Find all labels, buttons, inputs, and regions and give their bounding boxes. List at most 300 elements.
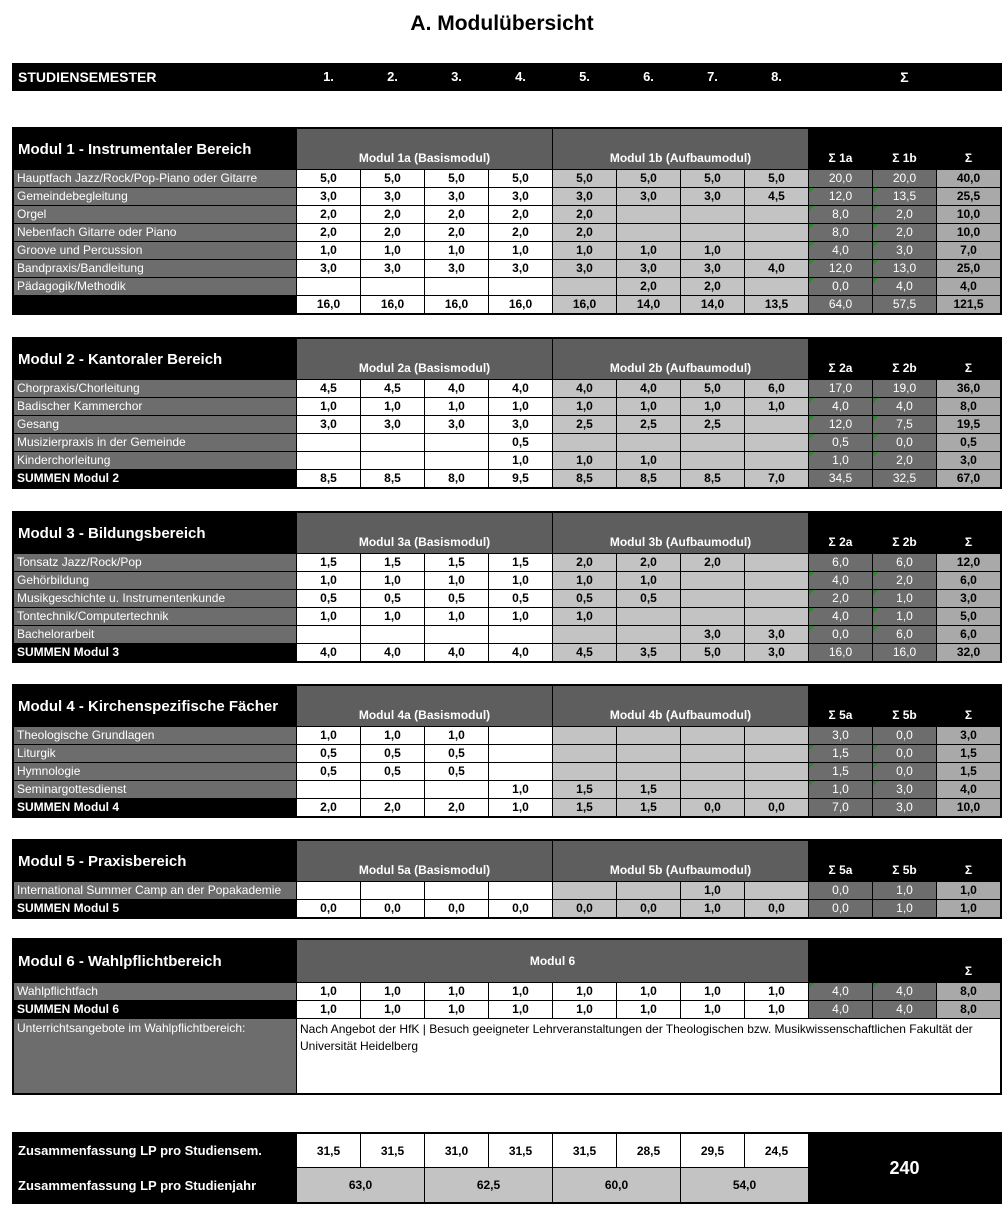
credit-cell: 2,0 [617, 554, 680, 571]
module-sum-cell: 8,5 [297, 470, 360, 487]
module-sum-cell: 7,0 [745, 470, 808, 487]
row-sum: 3,0 [873, 242, 936, 259]
row-label: Gehörbildung [14, 572, 296, 589]
row-label: Bachelorarbeit [14, 626, 296, 643]
credit-cell [745, 727, 808, 744]
row-label: Tontechnik/Computertechnik [14, 608, 296, 625]
credit-cell: 2,0 [297, 206, 360, 223]
semester-number: 2. [361, 65, 424, 89]
credit-cell [745, 763, 808, 780]
row-sum: 2,0 [873, 572, 936, 589]
row-sum: 40,0 [937, 170, 1000, 187]
row-sum: 20,0 [873, 170, 936, 187]
credit-cell [297, 781, 360, 798]
module-sum-total: 32,5 [873, 470, 936, 487]
credit-cell: 1,0 [617, 242, 680, 259]
row-sum: 1,5 [809, 763, 872, 780]
credit-cell [681, 608, 744, 625]
module-sum-cell: 1,0 [681, 900, 744, 917]
row-label: Tonsatz Jazz/Rock/Pop [14, 554, 296, 571]
module-sum-cell: 4,0 [297, 644, 360, 661]
credit-cell: 2,5 [553, 416, 616, 433]
row-label: Orgel [14, 206, 296, 223]
credit-cell: 1,0 [681, 242, 744, 259]
module-sum-cell: 1,0 [617, 1001, 680, 1018]
credit-cell: 1,0 [297, 983, 360, 1000]
module-band-basis: Modul 4a (Basismodul) [297, 686, 552, 726]
row-sum: 3,0 [937, 727, 1000, 744]
credit-cell: 4,0 [617, 380, 680, 397]
credit-cell: 3,0 [489, 260, 552, 277]
semester-number: 1. [297, 65, 360, 89]
credit-cell: 1,0 [617, 572, 680, 589]
credit-cell: 2,0 [681, 278, 744, 295]
module-5-table [12, 839, 1002, 919]
module-sum-cell: 4,0 [425, 644, 488, 661]
module-sum-cell: 9,5 [489, 470, 552, 487]
row-label: Theologische Grundlagen [14, 727, 296, 744]
row-sum: 4,0 [809, 398, 872, 415]
semester-summary-value: 31,5 [553, 1134, 616, 1167]
row-label: Hymnologie [14, 763, 296, 780]
row-sum: 10,0 [937, 224, 1000, 241]
semester-summary-value: 24,5 [745, 1134, 808, 1167]
row-label: Liturgik [14, 745, 296, 762]
row-sum: 1,5 [937, 763, 1000, 780]
credit-cell [553, 626, 616, 643]
row-sum: 8,0 [809, 206, 872, 223]
row-sum: 1,5 [809, 745, 872, 762]
module-sum-total: 0,0 [809, 900, 872, 917]
credit-cell: 0,5 [425, 763, 488, 780]
row-label: Pädagogik/Methodik [14, 278, 296, 295]
row-label: Bandpraxis/Bandleitung [14, 260, 296, 277]
credit-cell: 1,0 [489, 608, 552, 625]
credit-cell: 1,0 [297, 608, 360, 625]
sum-header: Σ 2a [809, 513, 872, 553]
row-label: Nebenfach Gitarre oder Piano [14, 224, 296, 241]
row-sum: 0,0 [809, 882, 872, 899]
credit-cell [553, 745, 616, 762]
credit-cell [361, 626, 424, 643]
credit-cell: 1,5 [425, 554, 488, 571]
credit-cell [617, 434, 680, 451]
credit-cell: 5,0 [425, 170, 488, 187]
credit-cell [745, 278, 808, 295]
module-sum-total: 4,0 [873, 1001, 936, 1018]
credit-cell: 2,0 [553, 224, 616, 241]
credit-cell: 1,0 [553, 398, 616, 415]
credit-cell: 1,0 [489, 242, 552, 259]
module-sum-cell: 8,5 [617, 470, 680, 487]
row-label: Gemeindebegleitung [14, 188, 296, 205]
credit-cell: 0,5 [425, 745, 488, 762]
credit-cell: 3,0 [361, 416, 424, 433]
module-title: Modul 1 - Instrumentaler Bereich [14, 129, 296, 169]
module-sum-cell: 2,0 [425, 799, 488, 816]
module-sum-total: 32,0 [937, 644, 1000, 661]
row-sum: 17,0 [809, 380, 872, 397]
module-band-basis: Modul 3a (Basismodul) [297, 513, 552, 553]
row-sum: 1,0 [873, 608, 936, 625]
credit-cell: 5,0 [681, 380, 744, 397]
credit-cell: 4,0 [553, 380, 616, 397]
module-sum-cell: 16,0 [553, 296, 616, 313]
credit-cell [617, 206, 680, 223]
row-sum: 12,0 [809, 260, 872, 277]
credit-cell: 2,0 [489, 224, 552, 241]
module-sum-cell: 8,0 [425, 470, 488, 487]
module-2-table [12, 337, 1002, 489]
credit-cell: 3,0 [361, 260, 424, 277]
module-sum-total: 8,0 [937, 1001, 1000, 1018]
credit-cell [489, 278, 552, 295]
credit-cell: 0,5 [297, 590, 360, 607]
module-band-basis: Modul 2a (Basismodul) [297, 339, 552, 379]
credit-cell: 1,0 [553, 572, 616, 589]
credit-cell: 2,0 [425, 224, 488, 241]
credit-cell [361, 882, 424, 899]
semester-number: 4. [489, 65, 552, 89]
credit-cell: 0,5 [617, 590, 680, 607]
module-sum-total: 16,0 [873, 644, 936, 661]
credit-cell [361, 781, 424, 798]
credit-cell: 1,0 [425, 983, 488, 1000]
module-1-table [12, 127, 1002, 315]
row-label: Musizierpraxis in der Gemeinde [14, 434, 296, 451]
credit-cell: 1,0 [297, 572, 360, 589]
semester-summary-value: 31,0 [425, 1134, 488, 1167]
credit-cell [745, 781, 808, 798]
sum-header: Σ 5b [873, 841, 936, 881]
module-sum-cell: 16,0 [297, 296, 360, 313]
module-band-aufbau: Modul 1b (Aufbaumodul) [553, 129, 808, 169]
credit-cell: 0,5 [489, 590, 552, 607]
credit-cell: 1,5 [361, 554, 424, 571]
sum-header [809, 940, 872, 982]
credit-cell: 1,0 [681, 882, 744, 899]
row-sum: 13,0 [873, 260, 936, 277]
module-sum-cell: 8,5 [681, 470, 744, 487]
credit-cell: 1,0 [425, 572, 488, 589]
sum-header: Σ 1b [873, 129, 936, 169]
module-sum-cell: 2,0 [361, 799, 424, 816]
row-sum: 4,0 [937, 278, 1000, 295]
credit-cell: 1,5 [617, 781, 680, 798]
module-sum-cell: 14,0 [617, 296, 680, 313]
credit-cell: 1,0 [297, 727, 360, 744]
credit-cell: 3,0 [425, 416, 488, 433]
module-sum-total: 34,5 [809, 470, 872, 487]
credit-cell: 1,0 [617, 983, 680, 1000]
elective-note-text: Nach Angebot der HfK | Besuch geeigneter Lehrveranstaltungen der Theologischen bzw. Musikwissenschaftlichen Fakultät der Universität Heidelberg [297, 1019, 1000, 1093]
credit-cell: 1,0 [489, 781, 552, 798]
credit-cell: 0,5 [425, 590, 488, 607]
row-sum: 8,0 [937, 983, 1000, 1000]
row-sum: 4,0 [873, 398, 936, 415]
credit-cell [681, 452, 744, 469]
row-sum: 12,0 [937, 554, 1000, 571]
module-sum-label: SUMMEN Modul 3 [14, 644, 296, 661]
row-sum: 4,0 [873, 983, 936, 1000]
module-sum-cell: 2,0 [297, 799, 360, 816]
credit-cell: 1,0 [297, 398, 360, 415]
module-sum-cell: 0,0 [745, 900, 808, 917]
credit-cell [425, 626, 488, 643]
sum-header: Σ [937, 513, 1000, 553]
row-sum: 4,0 [809, 983, 872, 1000]
sum-header: Σ [937, 940, 1000, 982]
credit-cell [553, 278, 616, 295]
credit-cell [745, 224, 808, 241]
module-sum-cell: 8,5 [361, 470, 424, 487]
row-sum: 3,0 [873, 781, 936, 798]
credit-cell: 3,0 [617, 188, 680, 205]
sum-header: Σ 2a [809, 339, 872, 379]
semester-sigma: Σ [809, 65, 1000, 89]
module-band-aufbau: Modul 3b (Aufbaumodul) [553, 513, 808, 553]
module-sum-cell: 0,0 [617, 900, 680, 917]
credit-cell: 5,0 [489, 170, 552, 187]
row-sum: 0,0 [873, 434, 936, 451]
credit-cell: 1,0 [489, 452, 552, 469]
module-sum-cell: 16,0 [425, 296, 488, 313]
credit-cell: 1,0 [361, 983, 424, 1000]
credit-cell [425, 781, 488, 798]
module-sum-label [14, 296, 296, 313]
semester-number: 7. [681, 65, 744, 89]
credit-cell: 2,0 [361, 224, 424, 241]
credit-cell [681, 745, 744, 762]
sum-header: Σ 5a [809, 686, 872, 726]
credit-cell [745, 416, 808, 433]
module-sum-cell: 0,0 [489, 900, 552, 917]
row-sum: 10,0 [937, 206, 1000, 223]
row-label: Chorpraxis/Chorleitung [14, 380, 296, 397]
row-label: Gesang [14, 416, 296, 433]
module-sum-cell: 4,0 [361, 644, 424, 661]
credit-cell: 2,5 [617, 416, 680, 433]
module-sum-total: 4,0 [809, 1001, 872, 1018]
row-sum: 8,0 [809, 224, 872, 241]
credit-cell: 2,0 [297, 224, 360, 241]
semester-number: 5. [553, 65, 616, 89]
credit-cell: 2,0 [681, 554, 744, 571]
module-sum-cell: 14,0 [681, 296, 744, 313]
module-sum-cell: 16,0 [361, 296, 424, 313]
row-label: Seminargottesdienst [14, 781, 296, 798]
semester-summary-label: Zusammenfassung LP pro Studiensem. [14, 1134, 296, 1167]
module-sum-total: 10,0 [937, 799, 1000, 816]
module-title: Modul 2 - Kantoraler Bereich [14, 339, 296, 379]
row-sum: 2,0 [873, 224, 936, 241]
row-sum: 19,0 [873, 380, 936, 397]
credit-cell: 1,0 [681, 398, 744, 415]
credit-cell [745, 242, 808, 259]
credit-cell [745, 572, 808, 589]
credit-cell: 5,0 [745, 170, 808, 187]
module-sum-cell: 1,0 [553, 1001, 616, 1018]
credit-cell [489, 882, 552, 899]
row-sum: 2,0 [873, 452, 936, 469]
module-title: Modul 3 - Bildungsbereich [14, 513, 296, 553]
module-sum-cell: 1,0 [681, 1001, 744, 1018]
sum-header: Σ [937, 339, 1000, 379]
module-sum-cell: 3,0 [745, 644, 808, 661]
credit-cell: 1,0 [489, 983, 552, 1000]
module-title: Modul 5 - Praxisbereich [14, 841, 296, 881]
credit-cell: 2,0 [617, 278, 680, 295]
credit-cell: 3,0 [681, 188, 744, 205]
credit-cell: 3,0 [297, 260, 360, 277]
credit-cell: 0,5 [553, 590, 616, 607]
credit-cell [297, 452, 360, 469]
credit-cell [361, 278, 424, 295]
module-6-table [12, 938, 1002, 1095]
module-sum-total: 16,0 [809, 644, 872, 661]
credit-cell [489, 763, 552, 780]
credit-cell: 0,5 [361, 590, 424, 607]
lp-summary-table [12, 1132, 1002, 1204]
module-sum-cell: 0,0 [553, 900, 616, 917]
credit-cell [745, 434, 808, 451]
credit-cell [681, 781, 744, 798]
credit-cell: 1,0 [361, 727, 424, 744]
credit-cell: 3,0 [553, 260, 616, 277]
credit-cell: 1,0 [681, 983, 744, 1000]
credit-cell: 1,0 [425, 608, 488, 625]
row-sum: 4,0 [809, 242, 872, 259]
semester-header [12, 63, 1002, 91]
year-summary-value: 54,0 [681, 1168, 808, 1202]
page-title: A. Modulübersicht [410, 12, 594, 35]
module-band-aufbau: Modul 4b (Aufbaumodul) [553, 686, 808, 726]
row-sum: 6,0 [873, 554, 936, 571]
row-sum: 0,0 [873, 745, 936, 762]
module-sum-cell: 0,0 [297, 900, 360, 917]
credit-cell [681, 434, 744, 451]
module-sum-cell: 16,0 [489, 296, 552, 313]
module-sum-label: SUMMEN Modul 6 [14, 1001, 296, 1018]
credit-cell [297, 278, 360, 295]
credit-cell: 0,5 [361, 745, 424, 762]
credit-cell: 5,0 [681, 170, 744, 187]
row-sum: 8,0 [937, 398, 1000, 415]
semester-summary-value: 29,5 [681, 1134, 744, 1167]
row-sum: 19,5 [937, 416, 1000, 433]
row-sum: 12,0 [809, 188, 872, 205]
credit-cell: 3,0 [425, 260, 488, 277]
credit-cell: 1,0 [745, 983, 808, 1000]
credit-cell: 3,0 [297, 416, 360, 433]
module-sum-cell: 1,5 [617, 799, 680, 816]
credit-cell: 3,0 [745, 626, 808, 643]
module-sum-label: SUMMEN Modul 5 [14, 900, 296, 917]
row-sum: 3,0 [937, 452, 1000, 469]
module-sum-cell: 1,0 [489, 799, 552, 816]
credit-cell: 1,0 [617, 452, 680, 469]
credit-cell: 5,0 [553, 170, 616, 187]
credit-cell: 3,0 [361, 188, 424, 205]
credit-cell [745, 745, 808, 762]
credit-cell: 5,0 [617, 170, 680, 187]
credit-cell [297, 626, 360, 643]
credit-cell: 1,0 [553, 452, 616, 469]
row-sum: 1,0 [873, 590, 936, 607]
sum-header [873, 940, 936, 982]
module-sum-label: SUMMEN Modul 2 [14, 470, 296, 487]
module-sum-cell: 4,0 [489, 644, 552, 661]
credit-cell: 1,0 [489, 398, 552, 415]
credit-cell [745, 452, 808, 469]
module-sum-cell: 0,0 [745, 799, 808, 816]
credit-cell: 3,0 [617, 260, 680, 277]
row-sum: 0,5 [809, 434, 872, 451]
credit-cell: 0,5 [361, 763, 424, 780]
module-sum-cell: 1,0 [745, 1001, 808, 1018]
row-sum: 4,0 [809, 572, 872, 589]
module-sum-cell: 8,5 [553, 470, 616, 487]
credit-cell [745, 554, 808, 571]
module-sum-total: 1,0 [873, 900, 936, 917]
credit-cell: 0,5 [297, 745, 360, 762]
credit-cell: 6,0 [745, 380, 808, 397]
credit-cell: 2,0 [425, 206, 488, 223]
row-sum: 0,5 [937, 434, 1000, 451]
module-sum-cell: 3,5 [617, 644, 680, 661]
credit-cell: 3,0 [681, 260, 744, 277]
credit-cell: 2,0 [361, 206, 424, 223]
credit-cell [553, 727, 616, 744]
row-sum: 25,5 [937, 188, 1000, 205]
sum-header: Σ 2b [873, 339, 936, 379]
row-sum: 4,0 [873, 278, 936, 295]
row-sum: 6,0 [809, 554, 872, 571]
credit-cell: 1,0 [745, 398, 808, 415]
row-sum: 1,0 [809, 781, 872, 798]
credit-cell [617, 882, 680, 899]
row-sum: 25,0 [937, 260, 1000, 277]
total-lp: 240 [809, 1134, 1000, 1202]
row-sum: 7,0 [937, 242, 1000, 259]
row-label: Musikgeschichte u. Instrumentenkunde [14, 590, 296, 607]
credit-cell: 1,0 [553, 242, 616, 259]
module-sum-cell: 1,0 [297, 1001, 360, 1018]
credit-cell: 1,0 [361, 398, 424, 415]
credit-cell [745, 206, 808, 223]
credit-cell [361, 434, 424, 451]
row-sum: 6,0 [937, 626, 1000, 643]
year-summary-value: 63,0 [297, 1168, 424, 1202]
credit-cell [617, 626, 680, 643]
semester-number: 6. [617, 65, 680, 89]
module-sum-cell: 13,5 [745, 296, 808, 313]
semester-header-label: STUDIENSEMESTER [14, 65, 296, 89]
credit-cell [489, 626, 552, 643]
credit-cell [425, 452, 488, 469]
credit-cell [681, 572, 744, 589]
module-sum-total: 64,0 [809, 296, 872, 313]
semester-summary-value: 31,5 [489, 1134, 552, 1167]
credit-cell [617, 224, 680, 241]
row-sum: 6,0 [873, 626, 936, 643]
row-sum: 12,0 [809, 416, 872, 433]
credit-cell: 4,0 [489, 380, 552, 397]
module-4-table [12, 684, 1002, 818]
credit-cell: 0,5 [489, 434, 552, 451]
semester-summary-value: 31,5 [297, 1134, 360, 1167]
credit-cell: 3,0 [297, 188, 360, 205]
